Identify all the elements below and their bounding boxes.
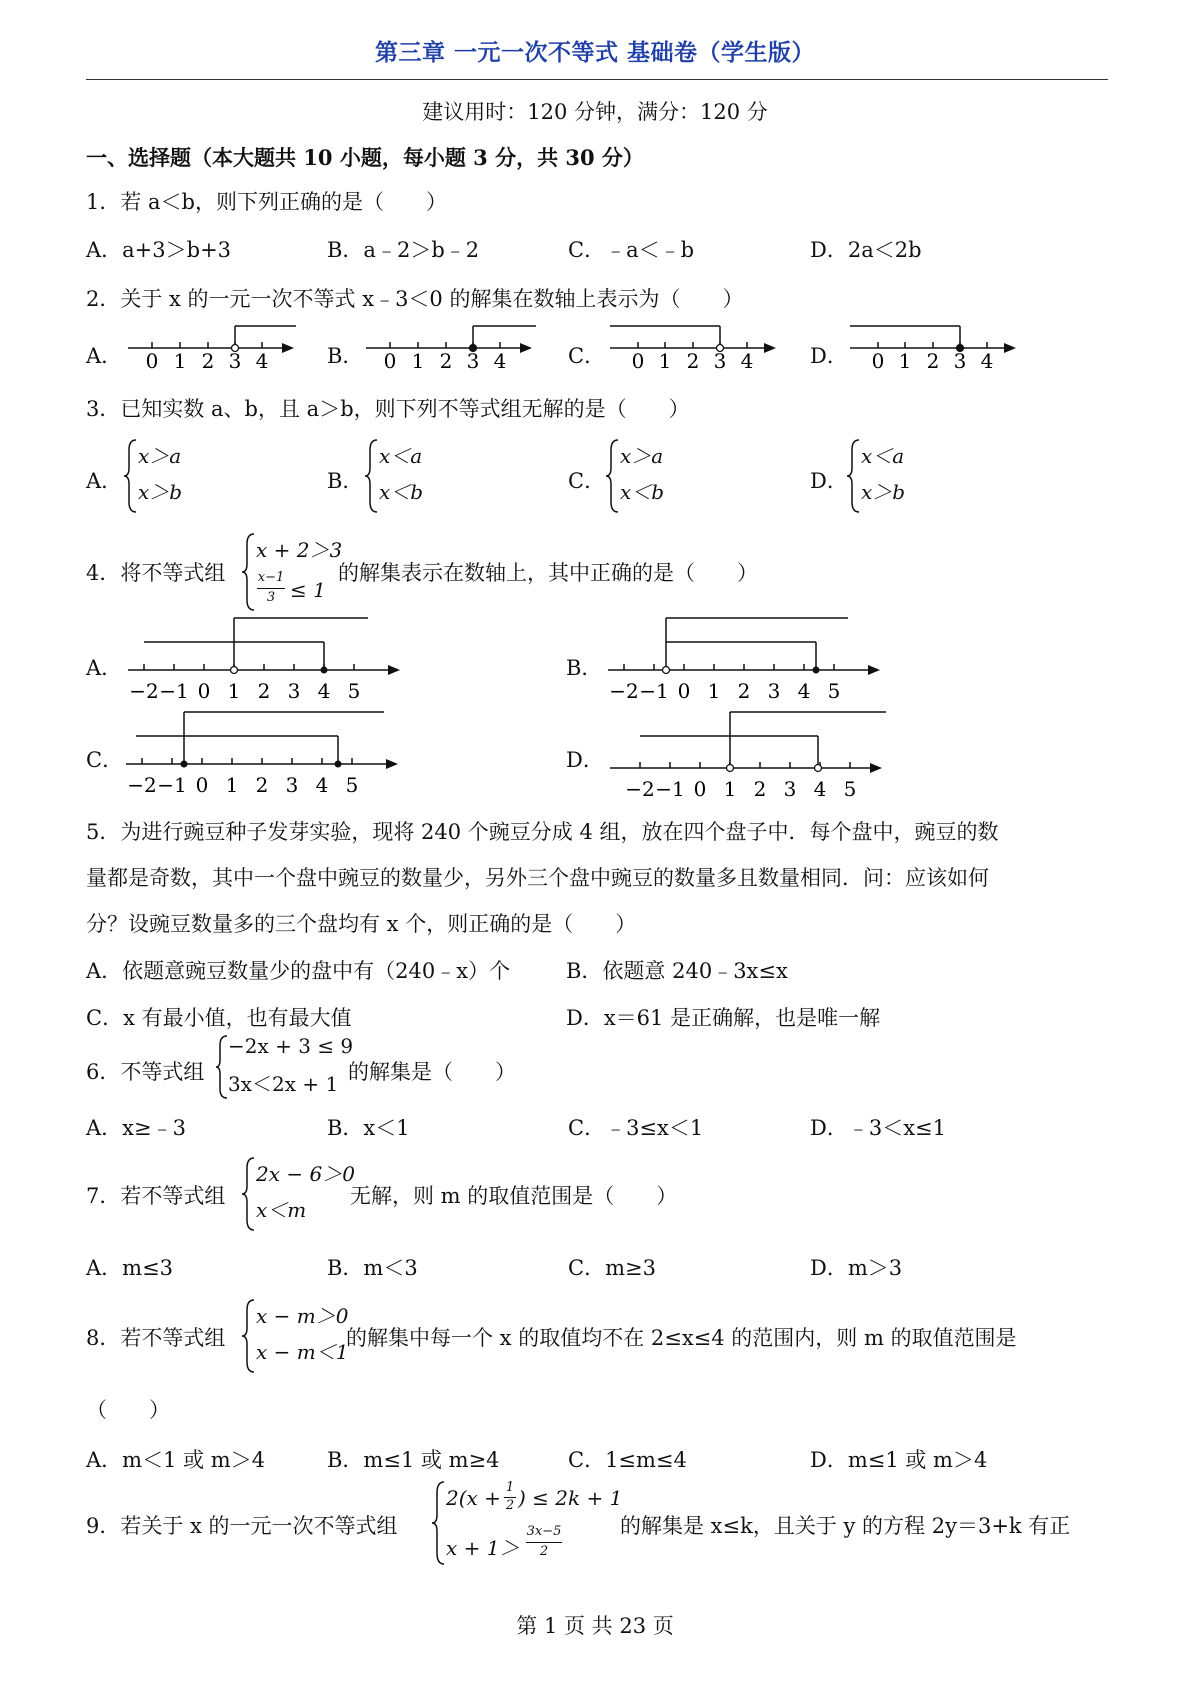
q8-suffix: 的解集中每一个 x 的取值均不在 2≤x≤4 的范围内，则 m 的取值范围是: [346, 1326, 1017, 1350]
svg-text:4: 4: [797, 679, 811, 703]
q6-prefix: 6．不等式组: [86, 1060, 205, 1084]
system-lines: 2x − 6＞0 x＜m: [256, 1162, 355, 1222]
svg-text:−1: −1: [159, 679, 189, 703]
svg-text:4: 4: [317, 679, 331, 703]
svg-text:−2: −2: [625, 777, 655, 801]
q2-label-a: A．: [86, 344, 123, 368]
q8-system: [242, 1298, 352, 1374]
tick-label: 3: [228, 349, 242, 372]
tick-label: 4: [740, 349, 754, 372]
svg-text:4: 4: [813, 777, 827, 801]
tick-label: 2: [201, 349, 215, 372]
svg-text:1: 1: [707, 679, 721, 703]
q4-suffix: 的解集表示在数轴上，其中正确的是（ ）: [338, 561, 758, 585]
q6-option-c: C．﹣3≤x＜1: [568, 1116, 704, 1140]
filled-dot-icon: [181, 761, 188, 768]
system-lines: x − m＞0 x − m＜1: [256, 1304, 349, 1364]
q5-line-1: 5．为进行豌豆种子发芽实验，现将 240 个豌豆分成 4 组，放在四个盘子中．每个盘中，豌豆的数: [86, 820, 999, 844]
svg-text:3: 3: [285, 773, 299, 797]
header-divider: [86, 79, 1108, 80]
svg-text:−2: −2: [609, 679, 639, 703]
svg-text:0: 0: [195, 773, 209, 797]
q6-option-b: B．x＜1: [327, 1116, 410, 1140]
q7-option-a: A．m≤3: [86, 1256, 174, 1280]
q5-option-b: B．依题意 240﹣3x≤x: [566, 959, 788, 983]
tick-label: 3: [466, 349, 480, 372]
q5-option-a: A．依题意豌豆数量少的盘中有（240﹣x）个: [86, 959, 511, 983]
tick-label: 0: [383, 349, 397, 372]
tick-label: 3: [953, 349, 967, 372]
q7-suffix: 无解，则 m 的取值范围是（ ）: [350, 1184, 678, 1208]
tick-label: 4: [255, 349, 269, 372]
q3-system-d: [847, 438, 957, 514]
q8-option-b: B．m≤1 或 m≥4: [327, 1448, 500, 1472]
q1-option-a: A．a+3＞b+3: [86, 238, 232, 262]
system-lines: x＞a x＜b: [620, 444, 665, 504]
q4-label-a: A．: [86, 656, 123, 680]
system-lines: x＞a x＞b: [138, 444, 183, 504]
time-score-note: 建议用时：120 分钟，满分：120 分: [422, 100, 768, 124]
svg-text:5: 5: [345, 773, 359, 797]
q2-numberline-c: [608, 322, 788, 372]
tick-label: 2: [439, 349, 453, 372]
q4-numberline-c: [122, 708, 412, 800]
tick-label: 4: [493, 349, 507, 372]
left-brace-icon: [606, 438, 620, 514]
q6-suffix: 的解集是（ ）: [348, 1060, 516, 1084]
open-circle-icon: [231, 667, 238, 674]
q3-system-c: [606, 438, 716, 514]
q4-label-b: B．: [566, 656, 603, 680]
left-brace-icon: [216, 1034, 228, 1100]
left-brace-icon: [242, 1156, 256, 1232]
q9-system: 2(x + 1 2 ) ≤ 2k + 1 x + 1＞ 3x−5 2: [432, 1480, 622, 1566]
q5-line-2: 量都是奇数，其中一个盘中豌豆的数量少，另外三个盘中豌豆的数量多且数量相同．问：应该如何: [86, 866, 989, 890]
left-brace-icon: [432, 1480, 446, 1566]
filled-dot-icon: [335, 761, 342, 768]
q4-system: x + 2＞3 x−1 3 ≤ 1: [242, 532, 342, 612]
q9-suffix: 的解集是 x≤k，且关于 y 的方程 2y＝3+k 有正: [620, 1514, 1071, 1538]
open-circle-icon: [727, 765, 734, 772]
left-brace-icon: [124, 438, 138, 514]
svg-text:1: 1: [225, 773, 239, 797]
left-brace-icon: [365, 438, 379, 514]
svg-text:3: 3: [287, 679, 301, 703]
q8-option-c: C．1≤m≤4: [568, 1448, 687, 1472]
system-lines: x＜a x＞b: [861, 444, 906, 504]
q8-prefix: 8．若不等式组: [86, 1326, 226, 1350]
svg-text:2: 2: [753, 777, 767, 801]
svg-text:5: 5: [347, 679, 361, 703]
q5-option-d: D．x＝61 是正确解，也是唯一解: [566, 1006, 881, 1030]
q4-numberline-b: [604, 614, 894, 706]
svg-text:0: 0: [693, 777, 707, 801]
q1-option-b: B．a﹣2＞b﹣2: [327, 238, 480, 262]
q4-label-d: D．: [566, 748, 604, 772]
q6-option-a: A．x≥﹣3: [86, 1116, 186, 1140]
svg-text:−2: −2: [129, 679, 159, 703]
svg-text:2: 2: [737, 679, 751, 703]
q2-numberline-b: [364, 322, 544, 372]
q2-stem: 2．关于 x 的一元一次不等式 x﹣3＜0 的解集在数轴上表示为（ ）: [86, 287, 744, 311]
q6-system: −2x + 3 ≤ 9 3x＜2x + 1: [216, 1034, 356, 1104]
q3-label-d: D．: [810, 469, 848, 493]
q5-option-c: C．x 有最小值，也有最大值: [86, 1006, 352, 1030]
svg-text:1: 1: [227, 679, 241, 703]
tick-label: 1: [658, 349, 672, 372]
svg-text:0: 0: [197, 679, 211, 703]
tick-label: 2: [686, 349, 700, 372]
tick-label: 2: [926, 349, 940, 372]
filled-dot-icon: [813, 667, 820, 674]
q3-system-b: [365, 438, 475, 514]
q8-option-d: D．m≤1 或 m＞4: [810, 1448, 988, 1472]
filled-dot-icon: [321, 667, 328, 674]
q3-stem: 3．已知实数 a、b，且 a＞b，则下列不等式组无解的是（ ）: [86, 397, 690, 421]
q2-numberline-a: [126, 322, 296, 372]
svg-text:1: 1: [723, 777, 737, 801]
q7-prefix: 7．若不等式组: [86, 1184, 226, 1208]
open-circle-icon: [663, 667, 670, 674]
left-brace-icon: [242, 532, 256, 612]
svg-text:5: 5: [827, 679, 841, 703]
tick-label: 0: [871, 349, 885, 372]
q4-numberline-d: [606, 708, 896, 804]
svg-text:−2: −2: [127, 773, 157, 797]
q1-option-d: D．2a＜2b: [810, 238, 922, 262]
tick-label: 1: [898, 349, 912, 372]
page-footer: 第 1 页 共 23 页: [516, 1614, 674, 1638]
left-brace-icon: [847, 438, 861, 514]
svg-text:3: 3: [767, 679, 781, 703]
tick-label: 0: [631, 349, 645, 372]
q2-numberline-d: [848, 322, 1028, 372]
svg-text:0: 0: [677, 679, 691, 703]
q4-prefix: 4．将不等式组: [86, 561, 226, 585]
svg-text:−1: −1: [157, 773, 187, 797]
q6-option-d: D．﹣3＜x≤1: [810, 1116, 946, 1140]
system-lines: x＜a x＜b: [379, 444, 424, 504]
open-circle-icon: [815, 765, 822, 772]
svg-text:2: 2: [257, 679, 271, 703]
q2-label-d: D．: [810, 344, 848, 368]
q3-label-b: B．: [327, 469, 364, 493]
tick-label: 1: [411, 349, 425, 372]
q7-option-b: B．m＜3: [327, 1256, 418, 1280]
q1-option-c: C．﹣a＜﹣b: [568, 238, 695, 262]
tick-label: 1: [173, 349, 187, 372]
q3-label-a: A．: [86, 469, 123, 493]
q8-option-a: A．m＜1 或 m＞4: [86, 1448, 266, 1472]
tick-label: 3: [713, 349, 727, 372]
q7-option-c: C．m≥3: [568, 1256, 656, 1280]
q3-label-c: C．: [568, 469, 606, 493]
tick-label: 4: [980, 349, 994, 372]
q4-label-c: C．: [86, 748, 124, 772]
q7-option-d: D．m＞3: [810, 1256, 903, 1280]
page-title: 第三章 一元一次不等式 基础卷（学生版）: [374, 40, 815, 66]
q1-stem: 1．若 a＜b，则下列正确的是（ ）: [86, 190, 447, 214]
svg-text:5: 5: [843, 777, 857, 801]
svg-text:3: 3: [783, 777, 797, 801]
left-brace-icon: [242, 1298, 256, 1374]
section-heading: 一、选择题（本大题共 10 小题，每小题 3 分，共 30 分）: [86, 145, 644, 170]
q2-label-c: C．: [568, 344, 606, 368]
svg-text:2: 2: [255, 773, 269, 797]
tick-label: 0: [145, 349, 159, 372]
q5-line-3: 分？设豌豆数量多的三个盘均有 x 个，则正确的是（ ）: [86, 912, 637, 936]
q9-prefix: 9．若关于 x 的一元一次不等式组: [86, 1514, 398, 1538]
q3-system-a: [124, 438, 234, 514]
svg-text:4: 4: [315, 773, 329, 797]
svg-text:−1: −1: [639, 679, 669, 703]
q2-label-b: B．: [327, 344, 364, 368]
svg-text:−1: −1: [655, 777, 685, 801]
q7-system: [242, 1156, 355, 1232]
q8-answer-paren: （ ）: [86, 1398, 170, 1422]
q4-numberline-a: [124, 614, 414, 706]
